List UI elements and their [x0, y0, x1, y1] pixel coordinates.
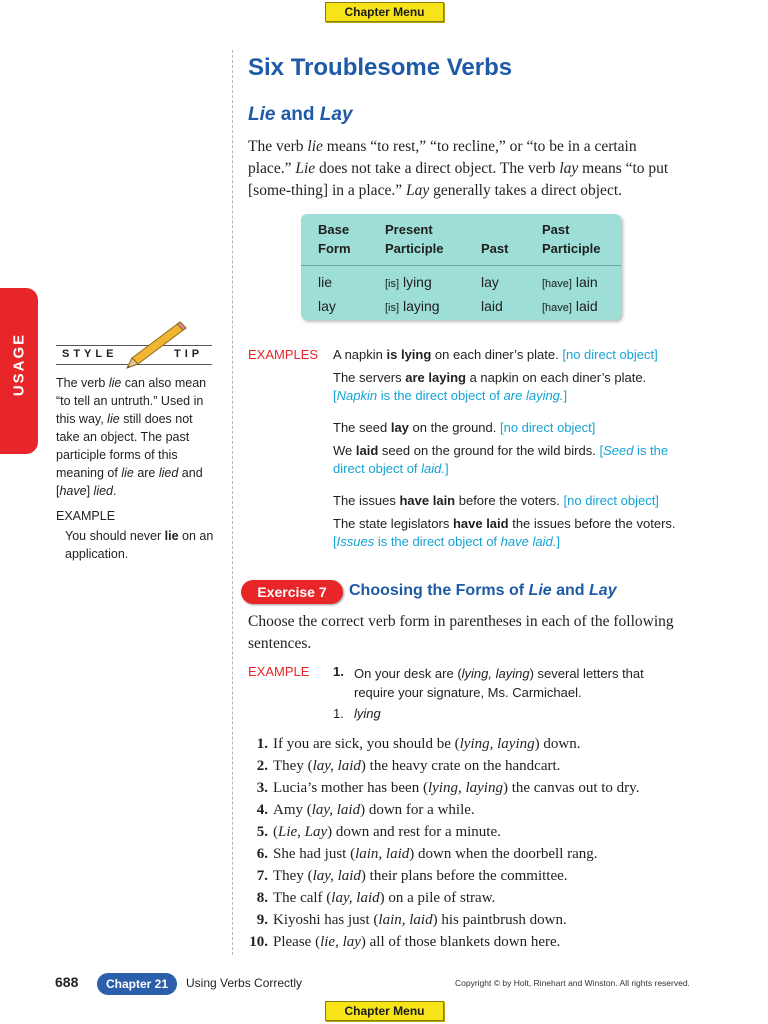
- page-number: 688: [55, 974, 79, 990]
- subtitle-lay: Lay: [319, 104, 353, 125]
- table-divider: [301, 265, 621, 266]
- exercise-example-number: 1.: [333, 664, 344, 679]
- table-header-base-form: Base Form: [318, 222, 351, 256]
- usage-label: USAGE: [10, 332, 28, 397]
- list-item: 4. Amy (lay, laid) down for a while.: [256, 802, 475, 818]
- list-item: 6. She had just (lain, laid) down when the doorbell rang.: [256, 846, 598, 862]
- verb-forms-table: [301, 214, 621, 320]
- pencil-icon: [124, 320, 188, 370]
- table-cell: [is] laying: [385, 298, 440, 314]
- exercise-answer-number: 1.: [333, 706, 344, 721]
- style-tip-text: The verb lie can also mean “to tell an untruth.” Used in this way, lie still does not take an object. The past participle forms of this meaning of lie are lied and [have] lied.: [56, 376, 207, 498]
- chapter-menu-button-top[interactable]: Chapter Menu: [325, 2, 444, 22]
- exercise-title: Choosing the Forms of Lie and Lay: [349, 582, 617, 599]
- list-item: 2. They (lay, laid) the heavy crate on the handcart.: [256, 758, 561, 774]
- chapter-badge: Chapter 21: [97, 973, 177, 995]
- example-sentence: A napkin is lying on each diner’s plate. [no direct object]: [333, 347, 658, 362]
- section-subtitle: [248, 104, 353, 126]
- table-cell: [have] lain: [542, 274, 598, 290]
- table-cell: [have] laid: [542, 298, 598, 314]
- chapter-menu-button-bottom[interactable]: Chapter Menu: [325, 1001, 444, 1021]
- style-tip-label-left: STYLE: [62, 348, 118, 360]
- exercise-instructions: Choose the correct verb form in parentheses in each of the following sentences.: [248, 613, 674, 652]
- table-header-past: Past: [481, 241, 509, 256]
- chapter-title: Using Verbs Correctly: [186, 976, 303, 990]
- exercise-example-text: On your desk are (lying, laying) several letters that require your signature, Ms. Carmichael.: [354, 666, 644, 700]
- list-item: 1. If you are sick, you should be (lying, laying) down.: [256, 736, 581, 752]
- example-sentence: The seed lay on the ground. [no direct object]: [333, 420, 596, 435]
- style-tip-example: You should never lie on an application.: [65, 529, 214, 561]
- style-tip-label-right: TIP: [174, 348, 204, 360]
- intro-paragraph: The verb lie means “to rest,” “to recline,” or “to be in a certain place.” Lie does not take a direct object. The verb lay means “to put [some-thing] in a place.” Lay generally takes a direct object.: [248, 138, 669, 199]
- list-item: 3. Lucia’s mother has been (lying, laying) the canvas out to dry.: [256, 780, 640, 796]
- copyright-notice: Copyright © by Holt, Rinehart and Winston. All rights reserved.: [455, 978, 690, 988]
- list-item: 7. They (lay, laid) their plans before the committee.: [256, 868, 568, 884]
- table-cell: lay: [318, 298, 336, 314]
- table-header-past-participle: Past Participle: [542, 222, 601, 256]
- exercise-badge: Exercise 7: [241, 580, 343, 604]
- example-sentence: The servers are laying a napkin on each diner’s plate. [Napkin is the direct object of are laying.]: [333, 370, 647, 403]
- list-item: 5. (Lie, Lay) down and rest for a minute.: [256, 824, 501, 840]
- table-cell: lie: [318, 274, 333, 290]
- question-list: [248, 733, 688, 953]
- exercise-answer: lying: [354, 706, 381, 721]
- table-header-present-participle: Present Participle: [385, 222, 444, 256]
- example-sentence: The state legislators have laid the issues before the voters. [Issues is the direct object of have laid.]: [333, 516, 676, 549]
- list-item: 8. The calf (lay, laid) on a pile of straw.: [256, 890, 496, 906]
- style-tip-example-label: EXAMPLE: [56, 509, 116, 523]
- exercise-example-label: EXAMPLE: [248, 664, 310, 679]
- list-item: 9. Kiyoshi has just (lain, laid) his paintbrush down.: [256, 912, 567, 928]
- table-cell: [is] lying: [385, 274, 432, 290]
- example-sentence: The issues have lain before the voters. [no direct object]: [333, 493, 659, 508]
- subtitle-and: and: [280, 104, 315, 125]
- list-item: 10. Please (lie, lay) all of those blankets down here.: [249, 934, 561, 950]
- subtitle-lie: Lie: [248, 104, 276, 125]
- page-title: Six Troublesome Verbs: [248, 54, 513, 81]
- column-divider: [232, 50, 233, 955]
- table-cell: lay: [481, 274, 499, 290]
- examples-label: EXAMPLES: [248, 347, 319, 362]
- table-cell: laid: [481, 298, 503, 314]
- usage-side-tab: [0, 288, 38, 454]
- example-sentence: We laid seed on the ground for the wild birds. [Seed is the direct object of laid.]: [333, 443, 669, 476]
